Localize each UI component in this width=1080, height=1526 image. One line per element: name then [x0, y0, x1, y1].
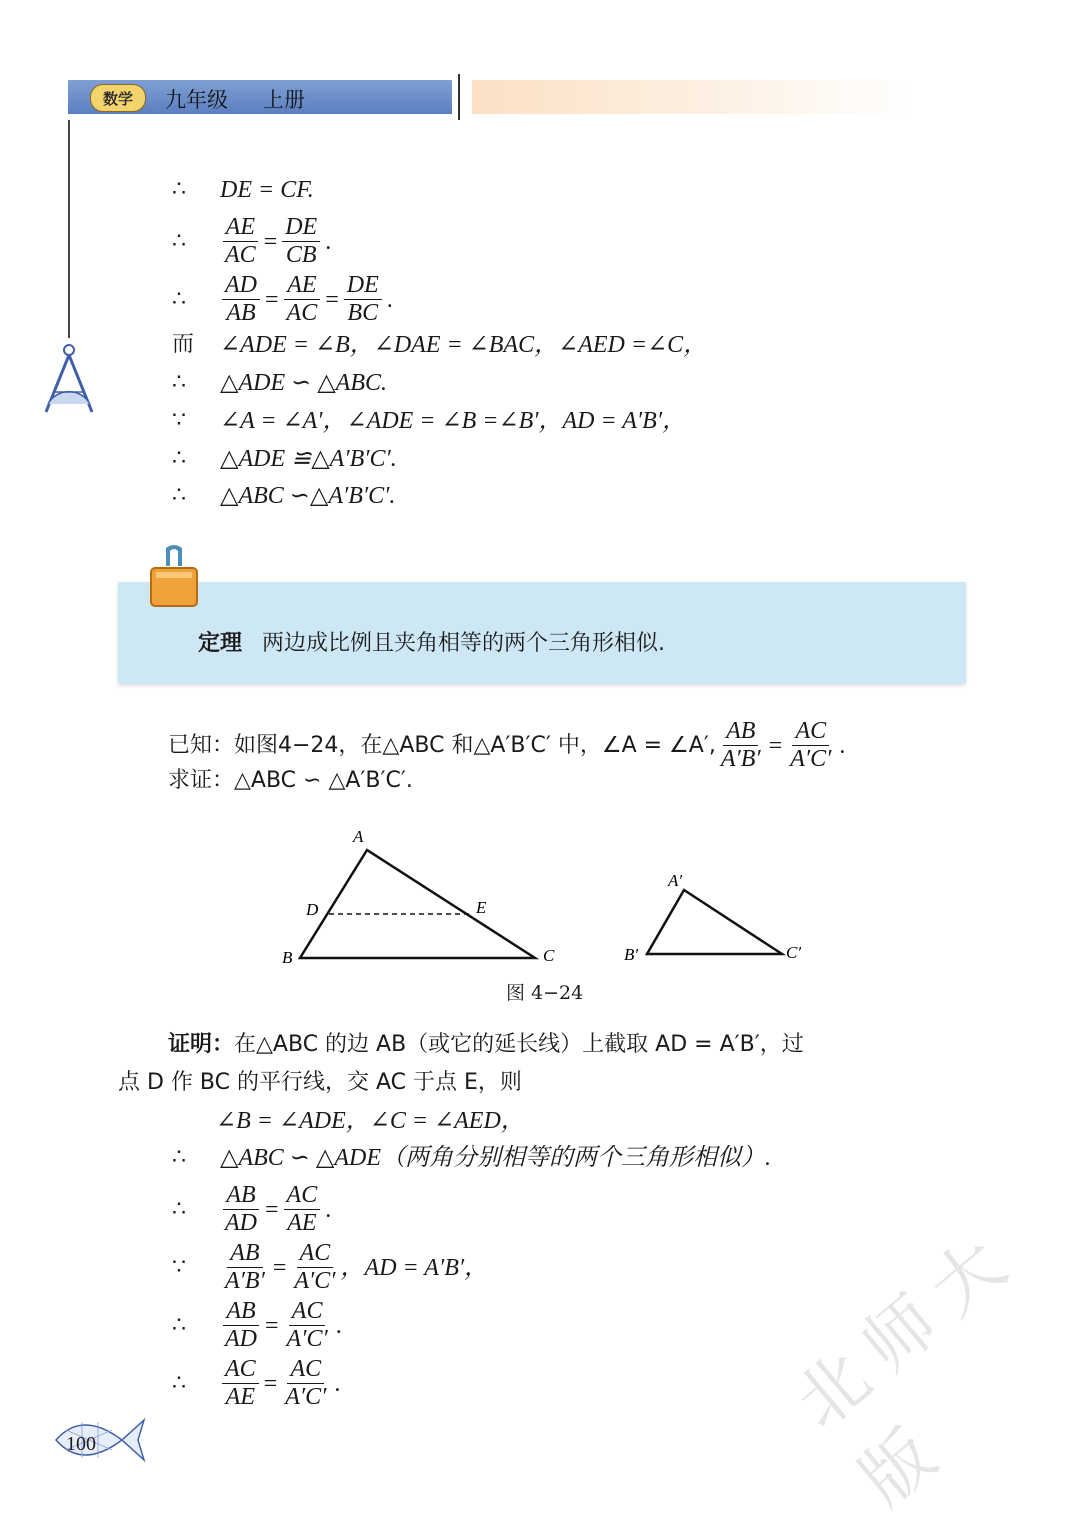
compass-icon — [40, 342, 98, 416]
proof1-line8: ∴ △ABC ∽△A′B′C′. — [172, 483, 396, 509]
fraction: $\frac{AC}{A'C'}$ — [790, 718, 832, 772]
header-divider — [458, 74, 460, 120]
fraction: $\frac{AB}{A'B'}$ — [225, 1240, 265, 1294]
binder-clip-icon — [148, 544, 200, 610]
page-number: 100 — [66, 1433, 96, 1455]
figure-4-24 — [270, 818, 810, 978]
theorem-body: 两边成比例且夹角相等的两个三角形相似. — [262, 631, 666, 656]
fraction: $\frac{AC}{A'C'}$ — [286, 1298, 328, 1352]
label-b: B — [282, 948, 293, 967]
fraction: $\frac{AD}{AB}$ — [222, 272, 260, 327]
volume-label: 上册 — [263, 88, 305, 112]
label-d: D — [306, 900, 319, 919]
fraction: $\frac{DE}{BC}$ — [344, 272, 382, 327]
fraction: $\frac{AC}{A'C'}$ — [285, 1356, 327, 1410]
proof1-line6: ∵ ∠A = ∠A′，∠ADE = ∠B =∠B′，AD = A′B′， — [172, 408, 687, 434]
proof1-line5: ∴ △ADE ∽ △ABC. — [172, 370, 388, 396]
label-c: C — [543, 946, 555, 965]
margin-rule — [68, 120, 70, 338]
proof2-intro: 证明： 在△ABC 的边 AB（或它的延长线）上截取 AD = A′B′，过 — [168, 1032, 804, 1057]
fraction: $\frac{AE}{AC}$ — [222, 214, 259, 269]
label-e: E — [476, 898, 487, 917]
fraction: $\frac{DE}{CB}$ — [282, 214, 320, 269]
header-gradient — [472, 80, 912, 114]
fraction: $\frac{AB}{A'B'}$ — [720, 718, 761, 772]
triangle-a2b2c2 — [647, 890, 782, 954]
theorem-statement — [198, 626, 665, 657]
figure-caption: 图 4−24 — [506, 982, 584, 1004]
proof2-intro-cont: 点 D 作 BC 的平行线，交 AC 于点 E，则 — [118, 1070, 522, 1095]
grade-label: 九年级 — [165, 88, 228, 112]
theorem-label: 定理 — [198, 631, 243, 656]
given-line: 已知：如图4−24，在△ABC 和△A′B′C′ 中，∠A = ∠A′, $\frac{AB}{A'B'}$ = $\frac{AC}{A'C'}$ . — [168, 718, 846, 772]
proof2-line6: ∴ $\frac{AC}{AE}$ = $\frac{AC}{A'C'}$ . — [172, 1356, 341, 1410]
proof1-line3: ∴ $\frac{AD}{AB}$ = $\frac{AE}{AC}$ = $\frac{DE}{BC}$ . — [172, 272, 393, 326]
proof2-line2: ∴ △ABC ∽ △ADE（两角分别相等的两个三角形相似）. — [172, 1145, 772, 1171]
proof1-line1: ∴ DE = CF. — [172, 177, 314, 203]
fraction: $\frac{AB}{AD}$ — [225, 1182, 257, 1236]
triangle-abc — [300, 850, 535, 958]
fraction: $\frac{AB}{AD}$ — [225, 1298, 257, 1352]
fraction: $\frac{AC}{AE}$ — [284, 1182, 321, 1237]
label-c-prime: C′ — [786, 943, 802, 962]
proof2-line4: ∵ $\frac{AB}{A'B'}$ = $\frac{AC}{A'C'}$ ，AD = A′B′， — [172, 1240, 489, 1294]
subject-logo: 数学 — [90, 84, 146, 112]
prove-line: 求证：△ABC ∽ △A′B′C′. — [168, 768, 413, 793]
fraction: $\frac{AC}{AE}$ — [222, 1356, 259, 1411]
proof2-line5: ∴ $\frac{AB}{AD}$ = $\frac{AC}{A'C'}$ . — [172, 1298, 342, 1352]
label-a: A — [353, 827, 364, 846]
watermark: 北师大版 — [779, 1211, 1035, 1522]
label-b-prime: B′ — [624, 945, 639, 964]
fraction: $\frac{AE}{AC}$ — [284, 272, 321, 327]
proof2-line1: ∠B = ∠ADE，∠C = ∠AED， — [216, 1108, 525, 1134]
proof1-line4: 而 ∠ADE = ∠B，∠DAE = ∠BAC，∠AED =∠C， — [172, 332, 708, 358]
fraction: $\frac{AC}{A'C'}$ — [294, 1240, 336, 1294]
proof1-line7: ∴ △ADE ≌△A′B′C′. — [172, 446, 397, 472]
proof2-line3: ∴ $\frac{AB}{AD}$ = $\frac{AC}{AE}$ . — [172, 1182, 332, 1236]
label-a-prime: A′ — [668, 871, 683, 890]
proof1-line2: ∴ $\frac{AE}{AC}$ = $\frac{DE}{CB}$ . — [172, 214, 332, 268]
